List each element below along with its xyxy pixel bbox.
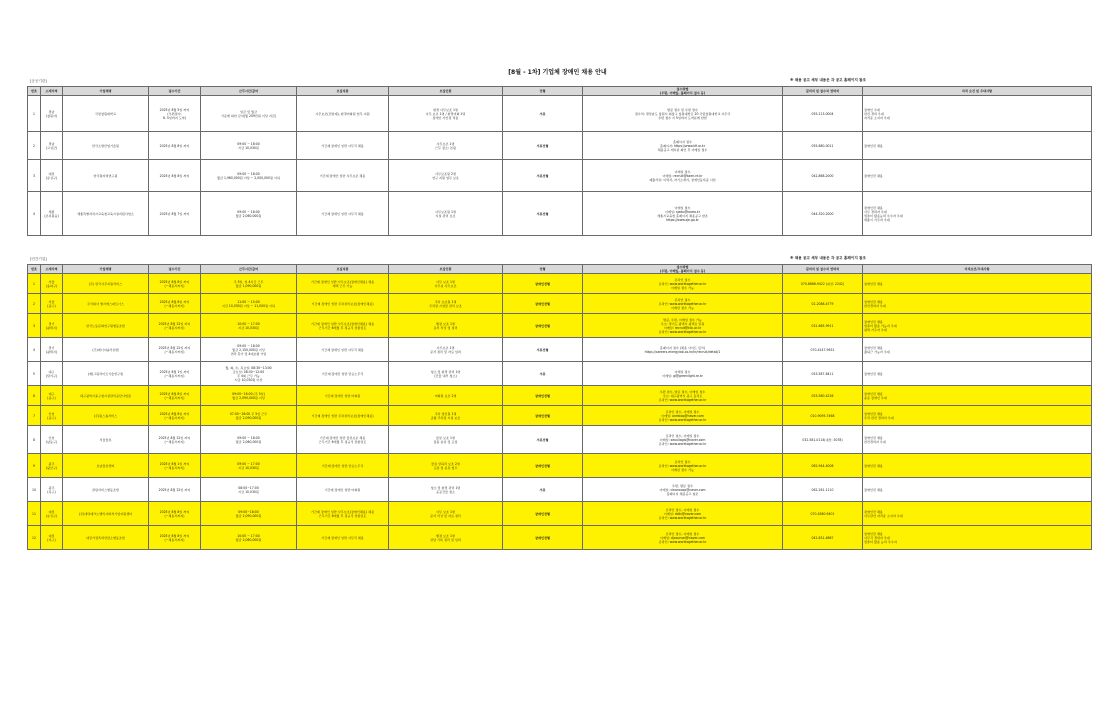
row-period: 2025년 8월 1일 까지 (~채용시까지): [149, 454, 201, 478]
row-number: 5: [28, 362, 41, 386]
column-header: 모집인원: [389, 265, 503, 274]
row-period: 2025년 8월 8일 까지 (~채용시까지): [149, 294, 201, 314]
row-requirements: 장애인만 채용 사무 경력자 우대 컴퓨터 활용능력 우수자 우대 세종시 거주자 우대: [863, 192, 1092, 236]
section-note-private: ※ 채용 공고 세부 내용은 각 공고 홈페이지 참조: [790, 256, 866, 260]
row-number: 11: [28, 502, 41, 526]
column-header: 접수방법 (우편, 이메일, 홈페이지 접수 등): [583, 87, 783, 96]
column-header: 근무시간/급여: [201, 87, 297, 96]
row-apply: 온라인 접수 온라인: www.worktogether.or.kr 이메일 접수 가능: [583, 274, 783, 294]
row-process: 장애인전형: [503, 274, 583, 294]
column-header: 전형: [503, 265, 583, 274]
row-hours: 09:00 ~ 17:00 시급 10,030원: [201, 454, 297, 478]
table-row: [28, 386, 1092, 406]
row-number: 2: [28, 294, 41, 314]
row-job: 기간제 장애인 일반 주차관리보조(장애인채용): [297, 406, 389, 426]
row-number: 2: [28, 132, 41, 160]
table-row: [28, 96, 1092, 132]
table-row: [28, 526, 1092, 550]
row-job: 사무보조(전일제), 환경미화원 업무 지원: [297, 96, 389, 132]
row-phone: 055-213-0004: [783, 96, 863, 132]
table-row: [28, 362, 1092, 386]
table-row: [28, 274, 1092, 294]
row-process: 장애인전형: [503, 454, 583, 478]
row-requirements: 장애인만 채용: [863, 160, 1092, 192]
table-row: [28, 426, 1092, 454]
row-period: 2025년 8월 22일 까지 (~채용시까지): [149, 314, 201, 338]
row-company: (주) 한국사무지원서비스: [63, 274, 149, 294]
row-count: 주차 보조원 1명 주차장 시설물 관리 보조: [389, 294, 503, 314]
row-hours: 09:00 ~ 18:00 시급 10,030원: [201, 132, 297, 160]
row-apply: 온라인 접수, 이메일 접수 이메일: seoullogis@naver.com 온라인: www.worktogether.or.kr: [583, 426, 783, 454]
row-requirements: 장애인만 채용: [863, 274, 1092, 294]
row-apply: 우편 접수, 방문 접수, 이메일 접수 주소: 대구광역시 중구 동덕로 온라인: www.worktogether.or.kr: [583, 386, 783, 406]
row-region: 인천 (중구): [41, 406, 63, 426]
row-requirements: 장애인만 채용: [863, 478, 1092, 502]
row-period: 2025년 8월 8일 까지: [149, 160, 201, 192]
public-job-table: [27, 86, 1092, 236]
row-hours: 10:00 ~ 17:00 월급 2,060,000원: [201, 526, 297, 550]
row-period: 2025년 8월 22일 까지 (~채용시까지): [149, 338, 201, 362]
column-header: 번호: [28, 87, 41, 96]
row-count: 사무보조 1명 근무 장소: 본원: [389, 132, 503, 160]
row-apply: 이메일 접수 이메일: sjedu@korea.kr 세종시교육청 홈페이지 채용공고 참조 https://www.sje.go.kr: [583, 192, 783, 236]
table-row: [28, 478, 1092, 502]
section-note-public: ※ 채용 공고 세부 내용은 각 공고 홈페이지 참조: [790, 78, 866, 82]
row-region: 대구 (달서구): [41, 362, 63, 386]
table-row: [28, 406, 1092, 426]
row-process: 장애인전형: [503, 526, 583, 550]
row-hours: 09:00~16:00 (주 5일) 월급 2,090,000원 이상: [201, 386, 297, 406]
row-region: 대전 (유성구): [41, 160, 63, 192]
row-count: 사무보조원 2명 연구 지원 업무 보조: [389, 160, 503, 192]
row-requirements: 장애인만 채용: [863, 362, 1092, 386]
row-hours: 11:00 ~ 15:00 시급 10,030원 이상 ~ 11,000원 이하: [201, 294, 297, 314]
row-number: 1: [28, 274, 41, 294]
row-process: 서류전형: [503, 160, 583, 192]
row-company: 클린서비스협동조합: [63, 478, 149, 502]
row-apply: 온라인 접수, 이메일 접수 이메일: onestop@naver.com 온라인: www.worktogether.or.kr: [583, 406, 783, 426]
table-row: [28, 160, 1092, 192]
row-process: 서류: [503, 362, 583, 386]
row-process: 서류: [503, 478, 583, 502]
table-row: [28, 192, 1092, 236]
row-phone: 062-944-4008: [783, 454, 863, 478]
row-process: 서류전형: [503, 132, 583, 160]
row-number: 4: [28, 192, 41, 236]
row-apply: 방문, 우편, 이메일 접수 가능 주소: 경기도 평택시 평택로 일원 이메일: recruit@kilc.or.kr 온라인: www.worktogether.or.kr: [583, 314, 783, 338]
row-region: 서울 (송파구): [41, 274, 63, 294]
row-apply: 온라인 접수, 이메일 접수 이메일: ddtv@naver.com 온라인: www.worktogether.or.kr: [583, 502, 783, 526]
table-row: [28, 132, 1092, 160]
row-job: 기간제 장애인 일반 단순노무직: [297, 362, 389, 386]
row-process: 서류전형: [503, 426, 583, 454]
row-number: 3: [28, 160, 41, 192]
row-phone: 042-868-2000: [783, 160, 863, 192]
row-count: 미화원 보조 2명: [389, 386, 503, 406]
row-process: 장애인전형: [503, 502, 583, 526]
row-region: 대전 (유성구): [41, 502, 63, 526]
row-company: 한국노동문화연구원협동조합: [63, 314, 149, 338]
row-hours: 07:00~16:00 주 5일 근무 월급 2,090,000원: [201, 406, 297, 426]
row-phone: 032-581-0114(내선: 3078): [783, 426, 863, 454]
section-label-private: [민간기업]: [30, 257, 47, 261]
row-hours: 월, 화, 수, 목요일: 08:30~13:00 금요일: 08:30~12:00 주 4회 근무 가능 시급 10,030원 이상: [201, 362, 297, 386]
row-hours: 일급 및 월급 기준에 의한 급여(월 209만원 이상 지급): [201, 96, 297, 132]
table-row: [28, 294, 1092, 314]
row-region: 대구 (중구): [41, 386, 63, 406]
row-requirements: 장애인만 채용: [863, 454, 1092, 478]
row-job: 기간제 장애인 일반 물류보조 채용 근무기간 6개월 후 정규직 전환검토: [297, 426, 389, 454]
row-number: 3: [28, 314, 41, 338]
row-period: 2025년 8월 1일 까지 (~채용시까지): [149, 362, 201, 386]
row-count: 청소 및 환경 관리 1명 공공건물 청소: [389, 478, 503, 502]
column-header: 접수기간: [149, 265, 201, 274]
row-count: 주차 정산원 1명 공항 주차장 시설 보조: [389, 406, 503, 426]
column-header: 모집인원: [389, 87, 503, 96]
row-period: 2025년 8월 5일 까지 (우편접수: 8. 5일까지 도착): [149, 96, 201, 132]
row-period: 2025년 8월 7일 까지: [149, 192, 201, 236]
row-job: 기간제 장애인 일반 미화원: [297, 478, 389, 502]
row-company: (주)에너지솔루션랩: [63, 338, 149, 362]
row-region: 인천 (남동구): [41, 426, 63, 454]
row-number: 12: [28, 526, 41, 550]
table-row: [28, 338, 1092, 362]
row-company: (재)그린라이트기술연구원: [63, 362, 149, 386]
row-job: 기간제 장애인 일반 단순노무직: [297, 454, 389, 478]
row-phone: 070-4380-9401: [783, 502, 863, 526]
row-job: 기간제 장애인 일반 사무보조(장애인채용) 채용 근무기간 6개월 후 정규직 전환검토: [297, 314, 389, 338]
row-number: 7: [28, 406, 41, 426]
row-company: 서울물류: [63, 426, 149, 454]
row-number: 1: [28, 96, 41, 132]
row-requirements: 장애인만 채용 출퇴근 가능자 우대: [863, 338, 1092, 362]
row-hours: 09:00 ~ 18:00 월급 1,980,000원 이상 ~ 2,000,000원 이하: [201, 160, 297, 192]
row-phone: 044-320-2000: [783, 192, 863, 236]
row-period: 2025년 8월 8일 까지 (~채용시까지): [149, 502, 201, 526]
row-company: 대전가정폭력상담소협동조합: [63, 526, 149, 550]
row-phone: 031-665-9911: [783, 314, 863, 338]
column-header: 전형: [503, 87, 583, 96]
row-process: 장애인전형: [503, 386, 583, 406]
row-requirements: 장애인만 채용 사무관련 자격증 소지자 우대: [863, 502, 1092, 526]
row-period: 2025년 8월 8일 까지 (~채용시까지): [149, 526, 201, 550]
row-job: 기간제 장애인 일반 주차관리보조(장애인채용): [297, 294, 389, 314]
row-hours: 09:00 ~ 18:00 월급 2,150,000원 이상 연차 휴가 및 4대보험 가입: [201, 338, 297, 362]
row-region: 세종 (조치원읍): [41, 192, 63, 236]
row-requirements: 장애인만 채용 주차 관련 경력자 우대: [863, 406, 1092, 426]
column-header: 소재지역: [41, 87, 63, 96]
row-company: (주)대덕테크노밸리사회적기업지원센터: [63, 502, 149, 526]
row-count: 사무 보조 1명 사무실 사무보조: [389, 274, 503, 294]
private-job-table: [27, 264, 1092, 550]
row-count: 청소 및 환경 관리 1명 (건물 내부 청소): [389, 362, 503, 386]
row-phone: 02-2088-4779: [783, 294, 863, 314]
row-apply: 방문 접수 및 우편 접수 접수처: 경상남도 창원시 의창구 창원대학로 20 국립창원대학교 사무국 우편 접수 시 5일까지 도착분에 한함: [583, 96, 783, 132]
row-hours: 08:00~17:00 시급 10,030원: [201, 478, 297, 502]
row-phone: 062-261-1110: [783, 478, 863, 502]
row-requirements: 장애인만 채용 관련경력자 우대: [863, 426, 1092, 454]
column-header: 번호: [28, 265, 41, 274]
row-requirements: 장애인만 채용 컴퓨터 활용 가능자 우대 평택 거주자 우대: [863, 314, 1092, 338]
section-label-public: [공공기관]: [30, 79, 47, 83]
row-job: 기간제 장애인 일반 사무직 채용: [297, 338, 389, 362]
row-period: 2025년 8월 8일 까지: [149, 132, 201, 160]
row-count: 사무보조원 1명 시설 관리 보조: [389, 192, 503, 236]
row-apply: 온라인 접수, 이메일 접수 이메일: djcounsel@naver.com 온라인: www.worktogether.or.kr: [583, 526, 783, 550]
row-process: 서류: [503, 96, 583, 132]
row-hours: 09:00 ~ 18:00 월급 2,060,000원: [201, 426, 297, 454]
row-job: 기간제 장애인 일반 사무보조 채용: [297, 160, 389, 192]
row-company: 세종특별자치시교육청교육시설지원사업소: [63, 192, 149, 236]
row-phone: 055-680-0011: [783, 132, 863, 160]
table-row: [28, 454, 1092, 478]
row-phone: 070-8866-9422 (내선: 2242): [783, 274, 863, 294]
row-period: 2025년 8월 22일 까지: [149, 478, 201, 502]
row-number: 10: [28, 478, 41, 502]
row-hours: 09:00 ~ 18:00 월급 2,060,000원: [201, 192, 297, 236]
row-hours: 09:00~18:00 월급 2,090,000원: [201, 502, 297, 526]
row-hours: 10:00 ~ 17:00 시급 10,030원: [201, 314, 297, 338]
row-company: (주)원스톱서비스: [63, 406, 149, 426]
row-number: 6: [28, 386, 41, 406]
row-apply: 홈페이지 접수 홈페이지: https://www.kfi.or.kr 채용공고 게시판 확인 후 이메일 접수: [583, 132, 783, 160]
row-phone: 053-587-6411: [783, 362, 863, 386]
row-number: 9: [28, 454, 41, 478]
row-job: 기간제 장애인 일반 미화원: [297, 386, 389, 406]
row-apply: 홈페이지 접수 (채용 사이트 링크) https://careers.energylab.co.kr/kr/recruit/detail/1: [583, 338, 783, 362]
row-count: 사무 보조 1명 문서 작성 및 자료 정리: [389, 502, 503, 526]
row-process: 장애인전형: [503, 314, 583, 338]
row-count: 사무보조 1명 문서 정리 및 자료 입력: [389, 338, 503, 362]
row-apply: 온라인 접수 온라인: www.worktogether.or.kr 이메일 접수 가능: [583, 294, 783, 314]
row-requirements: 장애인 우대 관련 경력 우대 자격증 소지자 우대: [863, 96, 1092, 132]
row-period: 2025년 8월 8일 까지 (~채용시까지): [149, 406, 201, 426]
page-title: [8월 - 1차] 기업체 장애인 채용 안내: [508, 69, 607, 76]
row-region: 광주 (광산구): [41, 454, 63, 478]
column-header: 근무시간/급여: [201, 265, 297, 274]
row-phone: 042-631-4867: [783, 526, 863, 550]
row-count: 물류 상하차 보조 2명 포장 및 분류 업무: [389, 454, 503, 478]
row-phone: 070-4147-9631: [783, 338, 863, 362]
row-period: 2025년 8월 8일 까지 (~채용시까지): [149, 274, 201, 294]
column-header: 소재지역: [41, 265, 63, 274]
row-apply: 이메일 접수 이메일: gl@greenlight.re.kr: [583, 362, 783, 386]
row-region: 서울 (중구): [41, 294, 63, 314]
row-job: 기간제 장애인 일반 사무보조(장애인채용) 채용 근무기간 6개월 후 정규직 전환검토: [297, 502, 389, 526]
row-phone: 053-580-4236: [783, 386, 863, 406]
column-header: 기업체명: [63, 87, 149, 96]
row-process: 장애인전형: [503, 294, 583, 314]
row-requirements: 장애인만 채용: [863, 132, 1092, 160]
column-header: 자격요건/우대사항: [863, 265, 1092, 274]
row-count: 행정 보조 1명 상담 기록 정리 및 입력: [389, 526, 503, 550]
row-region: 경남 (창원시): [41, 96, 63, 132]
table-header-row: [28, 265, 1092, 274]
row-region: 경기 (평택시): [41, 314, 63, 338]
row-requirements: 장애인만 채용 사무직 경력자 우대 컴퓨터 활용 능력 우수자: [863, 526, 1092, 550]
row-region: 광주 (북구): [41, 478, 63, 502]
column-header: 접수방법 (우편, 이메일, 홈페이지 접수 등): [583, 265, 783, 274]
row-requirements: 장애인만 채용 관련경력자 우대: [863, 294, 1092, 314]
row-count: 물류 보조 1명 물품 분류 및 포장: [389, 426, 503, 454]
row-process: 서류전형: [503, 192, 583, 236]
row-period: 2025년 8월 8일 까지 (~채용시까지): [149, 386, 201, 406]
table-header-row: [28, 87, 1092, 96]
row-company: 국립창원대학교: [63, 96, 149, 132]
column-header: 기업체명: [63, 265, 149, 274]
column-header: 문의처 및 접수처 연락처: [783, 265, 863, 274]
row-company: 주식회사 엠시에스파트너스: [63, 294, 149, 314]
column-header: 접수기간: [149, 87, 201, 96]
row-process: 서류전형: [503, 338, 583, 362]
row-region: 대전 (서구): [41, 526, 63, 550]
row-process: 장애인전형: [503, 406, 583, 426]
row-company: 호남물류센터: [63, 454, 149, 478]
column-header: 자격 요건 및 우대사항: [863, 87, 1092, 96]
row-region: 경기 (평택시): [41, 338, 63, 362]
row-job: 기간제 장애인 일반 사무직 채용: [297, 192, 389, 236]
row-period: 2025년 8월 22일 까지 (~채용시까지): [149, 426, 201, 454]
column-header: 문의처 및 접수처 연락처: [783, 87, 863, 96]
row-apply: 이메일 접수 이메일: recruit@kaeri.re.kr 제출서류: 이력서, 자기소개서, 장애인등록증 사본: [583, 160, 783, 192]
row-number: 8: [28, 426, 41, 454]
row-job: 기간제 장애인 일반 사무보조(장애인채용) 채용 재택 근무 가능: [297, 274, 389, 294]
row-requirements: 장애인만 채용 중증 장애인 우대: [863, 386, 1092, 406]
row-count: 환경 사무보조 1명 사무 보조 1명 / 환경미화 1명 장애인 가산점 적용: [389, 96, 503, 132]
column-header: 모집직종: [297, 265, 389, 274]
table-row: [28, 502, 1092, 526]
row-job: 기간제 장애인 일반 사무직 채용: [297, 132, 389, 160]
row-company: 한국원자력연구원: [63, 160, 149, 192]
column-header: 모집직종: [297, 87, 389, 96]
table-row: [28, 314, 1092, 338]
row-apply: 온라인 접수 온라인: www.worktogether.or.kr 이메일 접수 가능: [583, 454, 783, 478]
row-apply: 우편, 방문 접수 이메일: cleancoop@naver.com 홈페이지 채용공고 참조: [583, 478, 783, 502]
row-company: 한국소방산업기술원: [63, 132, 149, 160]
row-number: 4: [28, 338, 41, 362]
row-phone: 010-9095-7468: [783, 406, 863, 426]
row-region: 경남 (고성군): [41, 132, 63, 160]
row-company: 대구광역시중구청시설관리공단사업장: [63, 386, 149, 406]
row-job: 기간제 장애인 일반 사무직 채용: [297, 526, 389, 550]
row-count: 행정 보조 1명 문서 작성 및 정리: [389, 314, 503, 338]
row-hours: 주 5일, 일 4시간 근무 월급 1,090,000원: [201, 274, 297, 294]
